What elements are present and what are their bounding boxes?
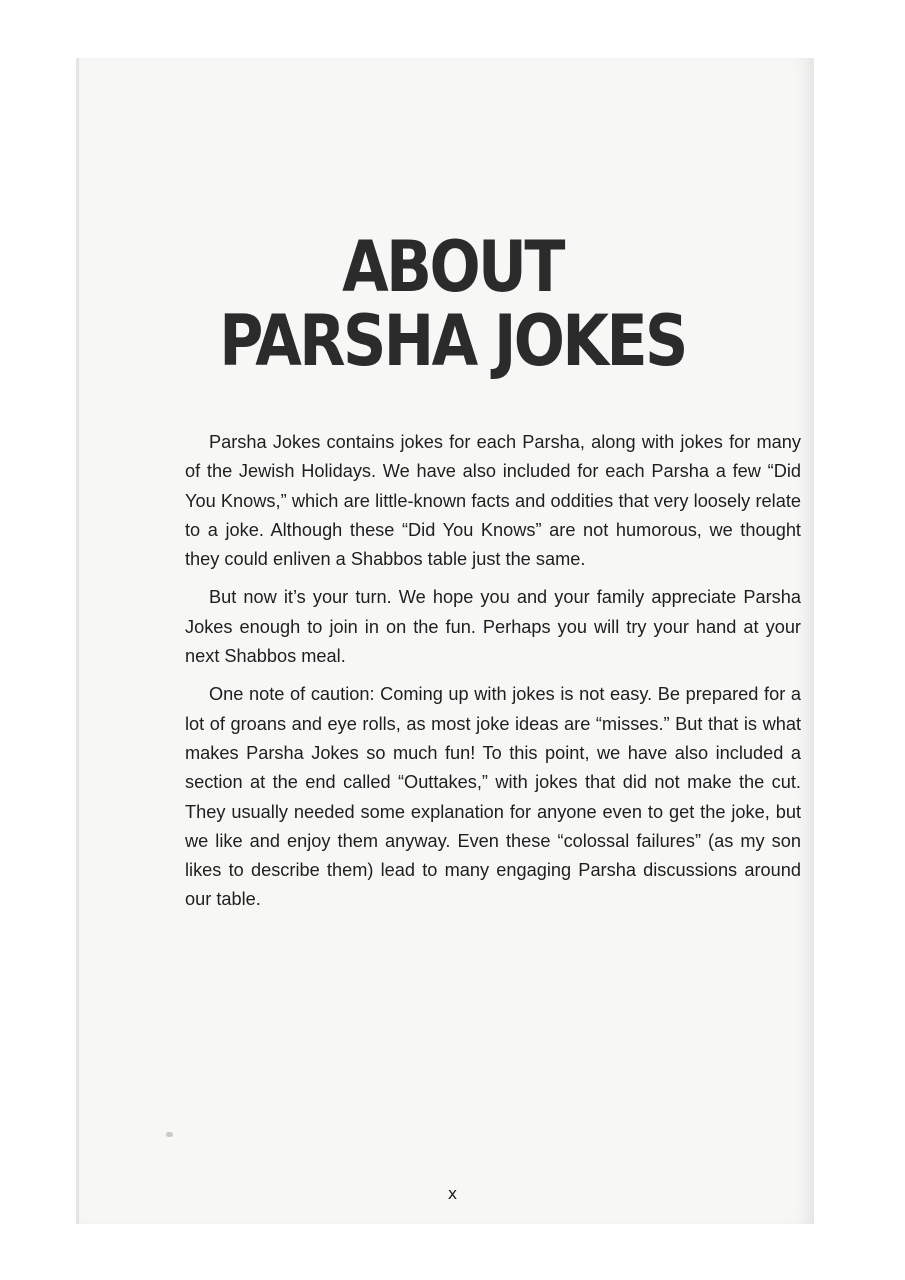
body-text [185, 428, 801, 924]
page-title-line-1: ABOUT [342, 226, 563, 308]
paragraph: But now it’s your turn. We hope you and your family appreciate Parsha Jokes enough to join in on the fun. Perhaps you will try your hand at your next Shabbos meal. [185, 587, 801, 667]
page-number: x [447, 1184, 458, 1203]
page-title-line-2: PARSHA JOKES [219, 300, 686, 382]
paragraph: One note of caution: Coming up with jokes is not easy. Be prepared for a lot of groans and eye rolls, as most joke ideas are “misses.” But that is what makes Parsha Jokes so much fun! To this point, we have also included a section at the end called “Outtakes,” with jokes that did not make the cut. They usually needed some explanation for anyone even to get the joke, but we like and enjoy them anyway. Even these “colossal failures” (as my son likes to describe them) lead to many engaging Parsha discussions around our table. [185, 684, 801, 910]
scan-speck [166, 1132, 173, 1137]
paragraph: Parsha Jokes contains jokes for each Parsha, along with jokes for many of the Jewish Holidays. We have also included for each Parsha a few “Did You Knows,” which are little-known facts and oddities that very loosely relate to a joke. Although these “Did You Knows” are not humorous, we thought they could enliven a Shabbos table just the same. [185, 432, 801, 570]
